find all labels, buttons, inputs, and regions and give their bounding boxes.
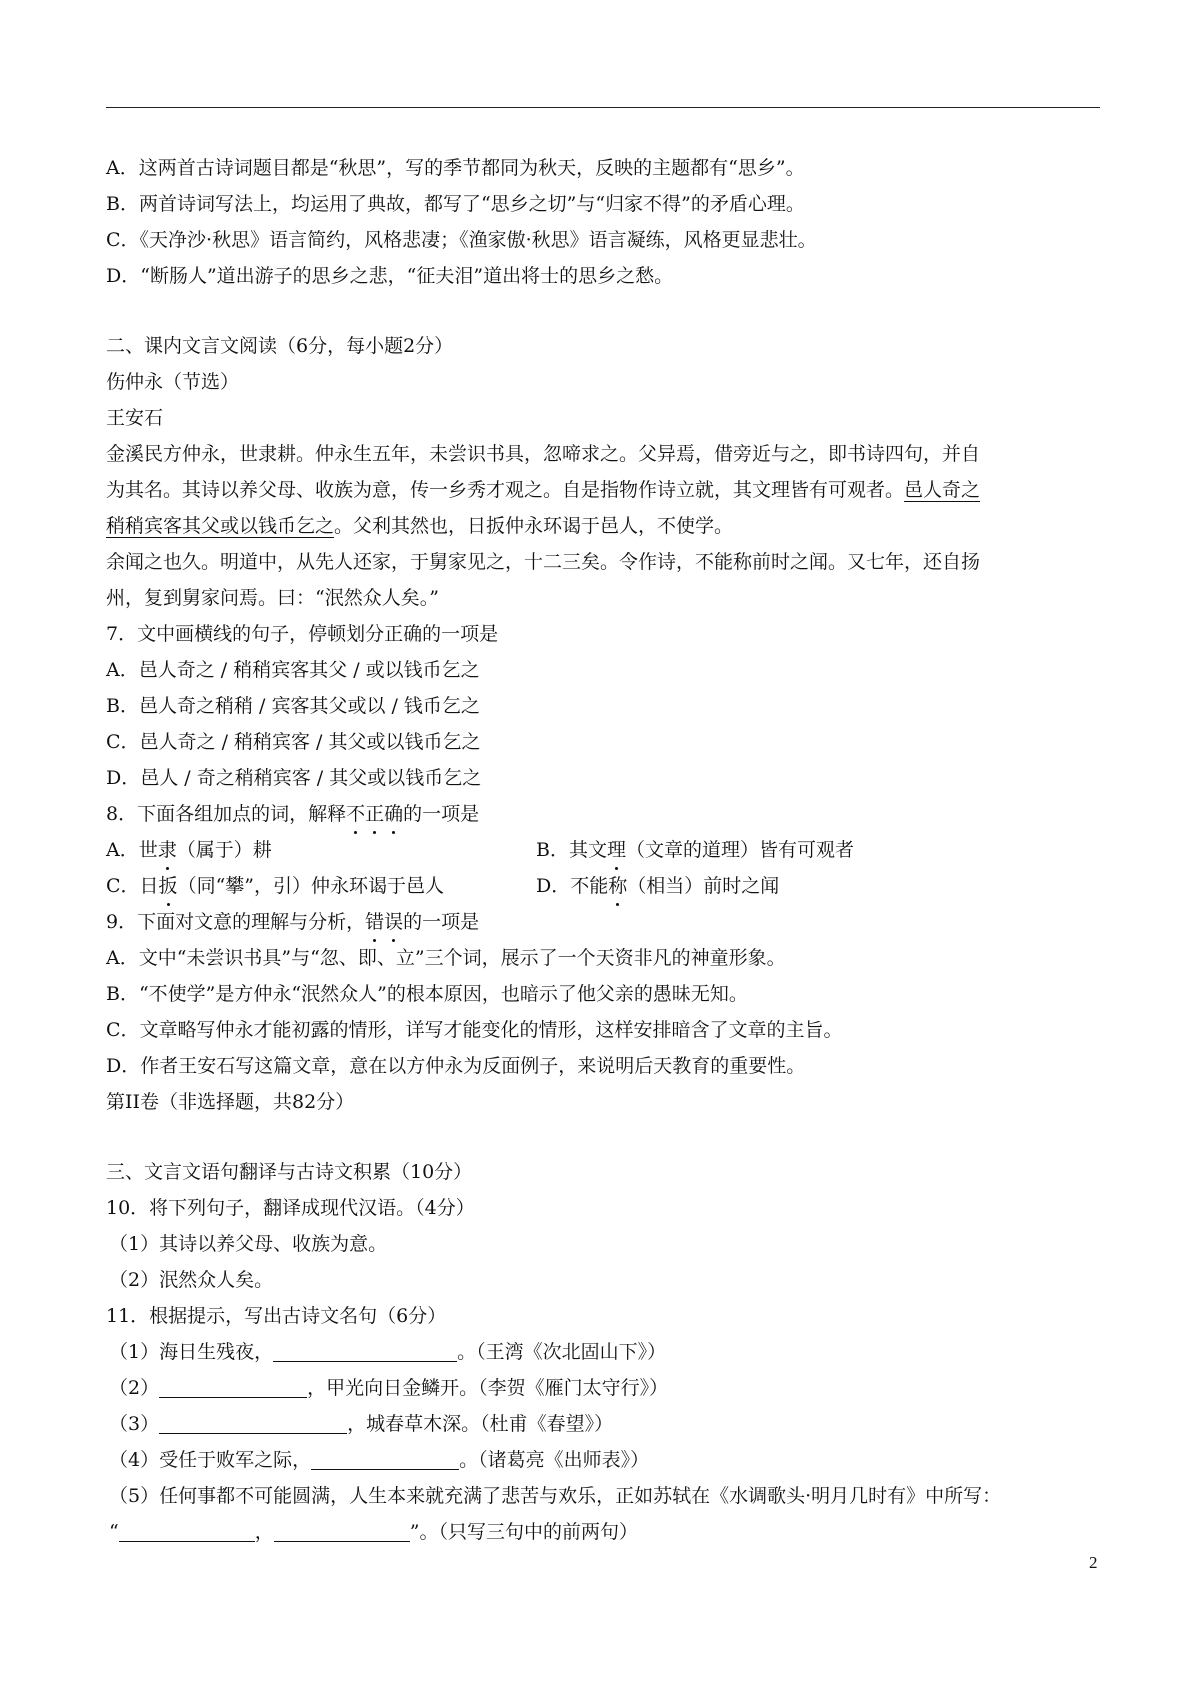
q8-option-d: D．不能称（相当）前时之闻 bbox=[536, 868, 779, 904]
q6-option-b: B．两首诗词写法上，均运用了典故，都写了“思乡之切”与“归家不得”的矛盾心理。 bbox=[106, 193, 805, 215]
q6-option-d: D．“断肠人”道出游子的思乡之悲，“征夫泪”道出将士的思乡之愁。 bbox=[106, 265, 674, 287]
passage-text: 为其名。其诗以养父母、收族为意，传一乡秀才观之。自是指物作诗立就，其文理皆有可观者。 bbox=[106, 479, 905, 501]
q9-option-a: A．文中“未尝识书具”与“忽、即、立”三个词，展示了一个天资非凡的神童形象。 bbox=[106, 947, 786, 969]
part-2-heading: 第II卷（非选择题，共82分） bbox=[106, 1091, 355, 1113]
q11-item-3: （3） ，城春草木深。（杜甫《春望》） bbox=[109, 1413, 614, 1435]
emphasis-dotted bbox=[365, 911, 403, 933]
passage-p2-line1: 余闻之也久。明道中，从先人还家，于舅家见之，十二三矣。令作诗，不能称前时之闻。又七年，还自扬 bbox=[106, 551, 981, 573]
q7-option-d: D．邑人 / 奇之稍稍宾客 / 其父或以钱币乞之 bbox=[106, 767, 482, 789]
section-2-heading: 二、课内文言文阅读（6分，每小题2分） bbox=[106, 335, 454, 357]
q9-stem-text: 的一项是 bbox=[403, 911, 480, 933]
q8-stem bbox=[106, 796, 1100, 832]
q9-option-c: C．文章略写仲永才能初露的情形，详写才能变化的情形，这样安排暗含了文章的主旨。 bbox=[106, 1019, 843, 1041]
passage-author: 王安石 bbox=[106, 407, 164, 429]
q10-item-2: （2）泯然众人矣。 bbox=[109, 1269, 274, 1291]
q6-option-c: C．《天净沙·秋思》语言简约，风格悲凄；《渔家傲·秋思》语言凝练，风格更显悲壮。 bbox=[106, 229, 817, 251]
header-rule bbox=[106, 107, 1100, 108]
exam-page-content bbox=[106, 150, 1100, 1550]
dotted-char: 不 bbox=[346, 796, 365, 832]
dotted-word: 理 bbox=[607, 832, 626, 868]
q9-option-d: D．作者王安石写这篇文章，意在以方仲永为反面例子，来说明后天教育的重要性。 bbox=[106, 1055, 806, 1077]
dotted-word: 隶 bbox=[158, 832, 177, 868]
emphasis-dotted bbox=[346, 803, 403, 825]
dotted-char: 误 bbox=[384, 904, 403, 940]
page-number: 2 bbox=[1089, 1553, 1098, 1572]
q8-stem-text: 8．下面各组加点的词，解释 bbox=[106, 803, 347, 825]
dotted-word: 扳 bbox=[159, 868, 178, 904]
q11-item-1: （1）海日生残夜， 。（王湾《次北固山下》） bbox=[109, 1341, 667, 1363]
answer-blank[interactable] bbox=[311, 1447, 459, 1470]
passage-text: 。父利其然也，日扳仲永环谒于邑人，不使学。 bbox=[334, 515, 734, 537]
q8-options-row-2 bbox=[106, 868, 1100, 904]
q6-option-a: A．这两首古诗词题目都是“秋思”，写的季节都同为秋天，反映的主题都有“思乡”。 bbox=[106, 157, 805, 179]
q7-option-c: C．邑人奇之 / 稍稍宾客 / 其父或以钱币乞之 bbox=[106, 731, 481, 753]
q11-item-5-answer: “ ， ”。（只写三句中的前两句） bbox=[109, 1521, 638, 1543]
q7-option-b: B．邑人奇之稍稍 / 宾客其父或以 / 钱币乞之 bbox=[106, 695, 480, 717]
underlined-sentence: 邑人奇之 bbox=[904, 479, 981, 501]
q7-option-a: A．邑人奇之 / 稍稍宾客其父 / 或以钱币乞之 bbox=[106, 659, 480, 681]
q11-item-2: （2） ，甲光向日金鳞开。（李贺《雁门太守行》） bbox=[109, 1377, 669, 1399]
q7-stem: 7．文中画横线的句子，停顿划分正确的一项是 bbox=[106, 623, 499, 645]
dotted-char: 错 bbox=[365, 904, 384, 940]
q11-stem: 11．根据提示，写出古诗文名句（6分） bbox=[106, 1305, 447, 1327]
q10-item-1: （1）其诗以养父母、收族为意。 bbox=[109, 1233, 388, 1255]
dotted-char: 确 bbox=[384, 796, 403, 832]
q8-stem-text: 的一项是 bbox=[403, 803, 480, 825]
answer-blank[interactable] bbox=[273, 1339, 457, 1362]
answer-blank[interactable] bbox=[159, 1375, 307, 1398]
passage-p1-line1: 金溪民方仲永，世隶耕。仲永生五年，未尝识书具，忽啼求之。父异焉，借旁近与之，即书诗四句，并自 bbox=[106, 443, 981, 465]
q8-option-a: A．世隶（属于）耕 bbox=[106, 832, 536, 868]
q9-option-b: B．“不使学”是方仲永“泯然众人”的根本原因，也暗示了他父亲的愚昧无知。 bbox=[106, 983, 748, 1005]
dotted-word: 称 bbox=[608, 868, 627, 904]
answer-blank[interactable] bbox=[119, 1519, 255, 1542]
q8-options-row-1 bbox=[106, 832, 1100, 868]
answer-blank[interactable] bbox=[274, 1519, 410, 1542]
passage-p2-line2: 州，复到舅家问焉。曰：“泯然众人矣。” bbox=[106, 587, 439, 609]
passage-title: 伤仲永（节选） bbox=[106, 371, 240, 393]
q8-option-c: C．日扳（同“攀”，引）仲永环谒于邑人 bbox=[106, 868, 536, 904]
passage-p1-line2 bbox=[106, 472, 1100, 508]
q10-stem: 10．将下列句子，翻译成现代汉语。（4分） bbox=[106, 1197, 475, 1219]
spacer bbox=[106, 294, 1100, 328]
answer-blank[interactable] bbox=[159, 1411, 347, 1434]
passage-p1-line3 bbox=[106, 508, 1100, 544]
spacer bbox=[106, 1120, 1100, 1154]
section-3-heading: 三、文言文语句翻译与古诗文积累（10分） bbox=[106, 1161, 473, 1183]
q9-stem bbox=[106, 904, 1100, 940]
dotted-char: 正 bbox=[365, 796, 384, 832]
q8-option-b: B．其文理（文章的道理）皆有可观者 bbox=[536, 832, 854, 868]
q11-item-5: （5）任何事都不可能圆满，人生本来就充满了悲苦与欢乐，正如苏轼在《水调歌头·明月几时有》中所写： bbox=[109, 1485, 1002, 1507]
underlined-sentence: 稍稍宾客其父或以钱币乞之 bbox=[106, 515, 335, 537]
q9-stem-text: 9．下面对文意的理解与分析， bbox=[106, 911, 366, 933]
q11-item-4: （4）受任于败军之际， 。（诸葛亮《出师表》） bbox=[109, 1449, 650, 1471]
